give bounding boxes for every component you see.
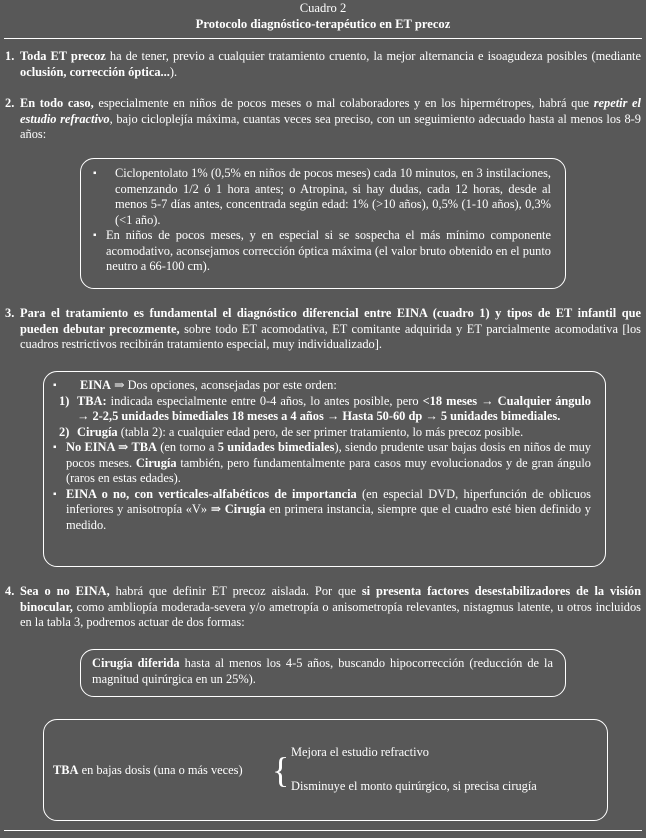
bullet-cyclopentolate: ▪ Ciclopentolato 1% (0,5% en niños de pocos meses) cada 10 minutos, en 3 instilaciones, comenzando 1/2 ó 1 hora antes; o Atropina, si hay dudas, cada 12 horas, desde al menos 5-7 días antes, concentrada según edad: 1% (>10 años), 0,5% (1-10 años), 0,3% (<1 año). xyxy=(93,166,551,228)
bullet-text-a: (en especial DVD, hiperfunción de oblicuos inferiores y anisotropía «V» xyxy=(66,486,591,516)
tba-low-dose-text xyxy=(53,763,243,779)
bullet-bold: EINA o no, con verticales-alfabéticos de importancia xyxy=(66,486,357,501)
bullet-verticales xyxy=(53,487,591,534)
item-text-a: ha de tener, previo a cualquier tratamiento cruento, la mejor alternancia e isoagudeza posibles (mediante xyxy=(105,49,641,63)
deferred-surgery-text: hasta al menos los 4-5 años, buscando hipocorrección (reducción de la magnitud quirúrgica en un 25%). xyxy=(92,656,553,686)
item-lead: En todo caso, xyxy=(20,96,94,110)
tba-outcome-2: Disminuye el monto quirúrgico, si precisa cirugía xyxy=(291,779,537,793)
tba-label: TBA xyxy=(53,763,79,777)
cuadro-title: Protocolo diagnóstico-terapéutico en ET precoz xyxy=(195,17,451,31)
bullet-bold-2: 5 unidades bimediales xyxy=(217,440,335,454)
item-lead: Para el tratamiento es fundamental el diagnóstico diferencial entre EINA (cuadro 1) y tipos de ET infantil que pueden debutar precozmente, xyxy=(20,306,641,336)
item-text-c: ). xyxy=(169,64,178,79)
bullet-bold-3: Cirugía xyxy=(135,455,177,470)
bullet-text-b: ), siendo prudente usar bajas dosis en niños de muy pocos meses. xyxy=(66,440,591,470)
item-text xyxy=(20,96,641,143)
bullet-bold: No EINA ⇒ TBA xyxy=(66,440,157,454)
header xyxy=(0,0,646,32)
protocol-item-4 xyxy=(5,584,641,631)
option-number: 1) xyxy=(59,393,70,408)
protocol-item-2 xyxy=(5,96,641,143)
cuadro-number: Cuadro 2 xyxy=(299,1,347,15)
bullet-eina xyxy=(53,378,591,394)
item-number: 1. xyxy=(5,49,15,63)
option-tba xyxy=(53,394,591,425)
tba-text: en bajas dosis (una o más veces) xyxy=(78,763,243,777)
item-text-b: como ambliopía moderada-severa y/o ametropía o anisometropía relevantes, nistagmus latente, u otros incluidos en la tabla 3, podremos actuar de dos formas: xyxy=(20,599,641,629)
bullet-text-c: también, pero fundamentalmente para casos muy evolucionados y de gran ángulo (raros en estas edades). xyxy=(66,455,591,485)
item-text-a: especialmente en niños de pocos meses o mal colaboradores y en los hipermétropes, habrá que xyxy=(93,96,594,110)
item-number: 2. xyxy=(5,96,15,110)
option-label: Cirugía xyxy=(77,424,118,439)
item-bold-italic: repetir el estudio refractivo xyxy=(20,96,642,126)
tba-outcome-1: Mejora el estudio refractivo xyxy=(291,745,429,759)
option-bold: <18 meses → Cualquier ángulo → 2-2,5 unidades bimediales 18 meses a 4 años → Hasta 50-60 dp → 5 unidades bimediales. xyxy=(77,393,592,423)
bottom-divider xyxy=(4,830,642,831)
top-divider xyxy=(4,38,642,39)
item-lead: Toda ET precoz xyxy=(20,49,106,63)
deferred-surgery-box xyxy=(80,649,566,697)
item-text-b: , bajo cicloplejía máxima, cuantas veces sea preciso, con un seguimiento adecuado hasta al menos los 8-9 años: xyxy=(20,111,641,141)
item-text xyxy=(20,584,641,631)
tba-low-dose-box xyxy=(43,719,608,821)
bullet-text-b: en primera instancia, siempre que el cuadro esté bien definido y medido. xyxy=(66,502,591,532)
eina-text: Dos opciones, aconsejadas por este orden: xyxy=(127,378,337,392)
bullet-text-a: (en torno a xyxy=(157,440,218,454)
item-text-a: sobre todo ET acomodativa, ET comitante adquirida y ET parcialmente acomodativa [los cuadros restrictivos recibirán tratamiento especial, muy individualizado]. xyxy=(20,321,642,351)
option-label: TBA: xyxy=(77,393,107,408)
option-cirugia xyxy=(53,425,591,441)
item-text xyxy=(20,306,641,353)
arrow-icon: ⇒ xyxy=(114,378,125,392)
brace-icon: { xyxy=(272,750,290,790)
item-number: 3. xyxy=(5,306,15,320)
cycloplegia-box xyxy=(80,158,566,289)
protocol-item-1 xyxy=(5,49,641,80)
item-lead: Sea o no EINA, xyxy=(20,584,110,598)
bullet-no-eina xyxy=(53,440,591,487)
bullet-optical-correction: ▪ En niños de pocos meses, y en especial si se sospecha el más mínimo componente acomodativo, aconsejamos corrección óptica máxima (el valor bruto obtenido en el punto neutro a 66-100 cm). xyxy=(93,228,551,275)
item-text xyxy=(20,49,641,80)
bullet-bold-2: ⇒ Cirugía xyxy=(210,502,266,516)
treatment-options-box xyxy=(43,371,606,567)
option-text: indicada especialmente entre 0-4 años, lo antes posible, pero xyxy=(106,393,423,408)
item-text-a: habrá que definir ET precoz aislada. Por que xyxy=(109,584,362,598)
item-bold-b: oclusión, corrección óptica... xyxy=(20,64,170,79)
protocol-item-3 xyxy=(5,306,641,353)
item-number: 4. xyxy=(5,584,15,598)
option-number: 2) xyxy=(59,424,70,439)
deferred-surgery-label: Cirugía diferida xyxy=(92,656,180,670)
item-bold-b: si presenta factores desestabilizadores de la visión binocular, xyxy=(20,584,641,614)
eina-label: EINA xyxy=(80,378,111,392)
option-text: (tabla 2): a cualquier edad pero, de ser primer tratamiento, lo más precoz posible. xyxy=(117,424,524,439)
